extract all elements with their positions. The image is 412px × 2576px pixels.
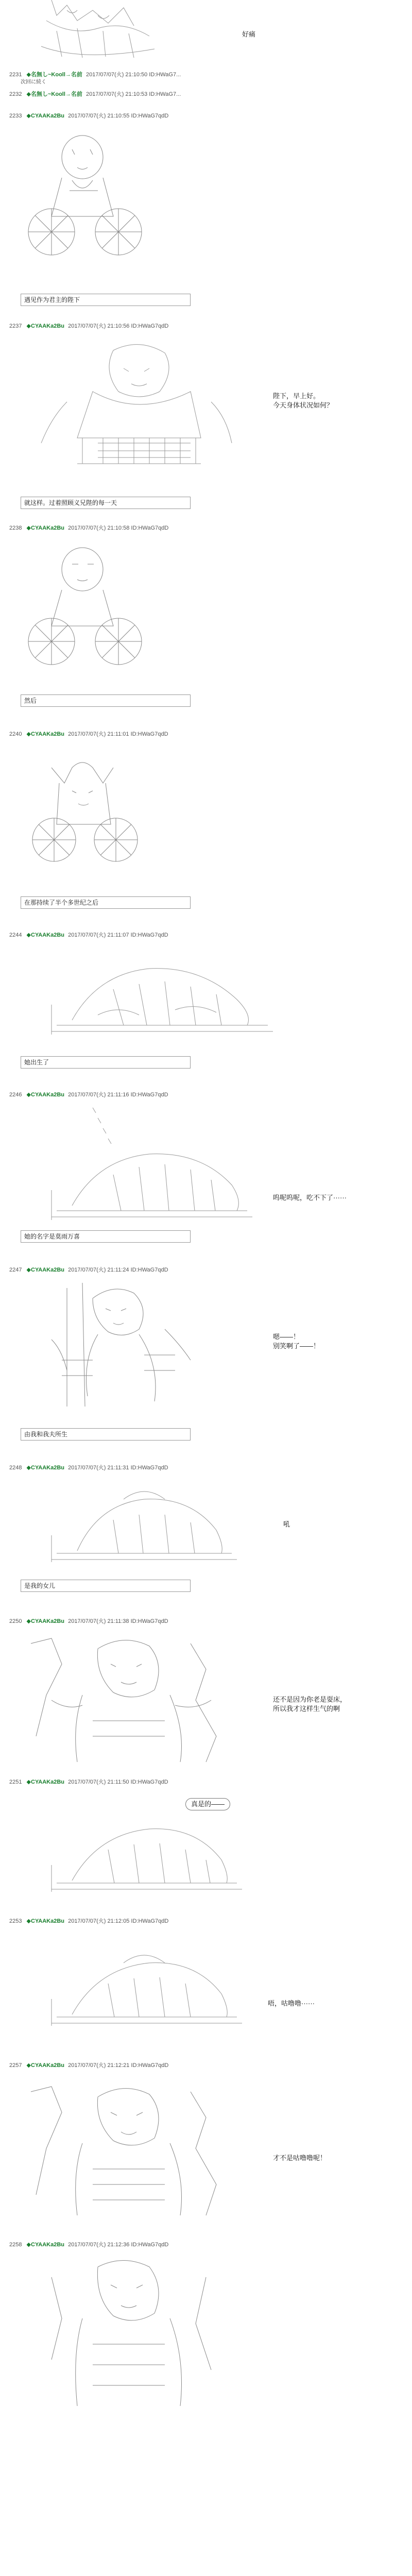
speech-bubble: 真是的—— (185, 1798, 230, 1810)
post-number[interactable]: 2240 (9, 731, 22, 737)
caption-box: 在那持续了半个多世纪之后 (21, 896, 191, 909)
post-header (9, 2241, 168, 2248)
post-number[interactable]: 2248 (9, 1465, 22, 1471)
post-meta: 2017/07/07(火) 21:10:56 ID:HWaG7qdD (68, 323, 169, 329)
post-number[interactable]: 2231 (9, 72, 22, 78)
post-author[interactable]: ◆CYAAKa2Bu (26, 2062, 65, 2069)
post-author[interactable]: ◆CYAAKa2Bu (26, 1918, 65, 1924)
ascii-art-panel (21, 2257, 247, 2411)
post-header (9, 1266, 168, 1274)
post-meta: 2017/07/07(火) 21:11:50 ID:HWaG7qdD (68, 1779, 168, 1785)
post-number[interactable]: 2247 (9, 1267, 22, 1273)
post-meta: 2017/07/07(火) 21:11:38 ID:HWaG7qdD (68, 1618, 168, 1624)
post-header (9, 931, 168, 939)
caption-box: 然后 (21, 694, 191, 707)
post-meta: 2017/07/07(火) 21:12:05 ID:HWaG7qdD (68, 1918, 169, 1924)
speech-text (273, 1695, 347, 1714)
post-header (9, 1464, 168, 1471)
speech-text (273, 392, 333, 410)
post-number[interactable]: 2246 (9, 1092, 22, 1098)
post-author[interactable]: ◆CYAAKa2Bu (26, 1465, 65, 1471)
ascii-art-panel (21, 1278, 237, 1417)
speech-text (283, 1520, 290, 1529)
post-author[interactable]: ◆CYAAKa2Bu (26, 525, 65, 531)
ascii-art-panel (21, 1932, 258, 2030)
post-meta: 2017/07/07(火) 21:11:24 ID:HWaG7qdD (68, 1267, 168, 1273)
caption-box: 她的名字是莫雨万喜 (21, 1230, 191, 1243)
post-meta: 2017/07/07(火) 21:11:01 ID:HWaG7qdD (68, 731, 168, 737)
post-header (9, 1618, 168, 1625)
post-meta: 2017/07/07(火) 21:10:50 ID:HWaG7... (86, 72, 181, 78)
post-number[interactable]: 2253 (9, 1918, 22, 1924)
post-number[interactable]: 2258 (9, 2242, 22, 2248)
caption-box: 由我和我夫所生 (21, 1428, 191, 1440)
ascii-art-panel (21, 2076, 247, 2221)
post-author[interactable]: ◆CYAAKa2Bu (26, 323, 65, 329)
post-meta: 2017/07/07(火) 21:12:21 ID:HWaG7qdD (68, 2062, 169, 2069)
post-meta: 2017/07/07(火) 21:11:31 ID:HWaG7qdD (68, 1465, 168, 1471)
post-author[interactable]: ◆CYAAKa2Bu (26, 1779, 65, 1785)
post-number[interactable]: 2251 (9, 1779, 22, 1785)
speech-text: 好痛 (242, 30, 256, 38)
ascii-art-panel (21, 129, 191, 263)
post-author[interactable]: ◆CYAAKa2Bu (26, 1618, 65, 1624)
speech-text (273, 2154, 327, 2163)
ascii-art-panel (21, 340, 242, 469)
post-header (9, 2062, 168, 2069)
ascii-art-panel (21, 541, 191, 670)
post-header (9, 1918, 168, 1925)
post-body: 次回に続く (21, 79, 46, 85)
post-number[interactable]: 2250 (9, 1618, 22, 1624)
post-header (9, 1778, 168, 1786)
ascii-art-panel (21, 1479, 247, 1566)
post-number[interactable]: 2238 (9, 525, 22, 531)
post-author[interactable]: ◆CYAAKa2Bu (26, 2242, 65, 2248)
post-author[interactable]: ◆CYAAKa2Bu (26, 1092, 65, 1098)
caption-box: 她出生了 (21, 1056, 191, 1069)
ascii-art-panel (21, 0, 175, 61)
post-meta: 2017/07/07(火) 21:11:07 ID:HWaG7qdD (68, 932, 168, 938)
post-meta: 2017/07/07(火) 21:10:53 ID:HWaG7... (86, 91, 181, 97)
post-number[interactable]: 2257 (9, 2062, 22, 2069)
speech-line: 呜呢呜呢，吃不下了······ (273, 1194, 347, 1201)
speech-line: 嗯——！ (273, 1333, 300, 1341)
ascii-art-panel (21, 1633, 247, 1767)
speech-text (268, 1999, 315, 2008)
ascii-art-panel (21, 943, 309, 1041)
speech-line: 别笑啊了——！ (273, 1342, 320, 1350)
post-author[interactable]: ◆名無し~Kooll→名前 (26, 72, 82, 78)
post-number[interactable]: 2232 (9, 91, 22, 97)
post-header (9, 71, 181, 78)
speech-line: 还不是因为你老是耍床， (273, 1696, 347, 1703)
speech-line: 今天身体状况如何？ (273, 401, 334, 409)
ascii-art-panel (21, 747, 191, 866)
caption-box: 是我的女儿 (21, 1580, 191, 1592)
post-header (9, 524, 168, 532)
post-author[interactable]: ◆CYAAKa2Bu (26, 113, 65, 119)
caption-box: 就这样。过着照顾义兄陛的每一天 (21, 497, 191, 509)
post-meta: 2017/07/07(火) 21:10:58 ID:HWaG7qdD (68, 525, 169, 531)
post-author[interactable]: ◆CYAAKa2Bu (26, 731, 65, 737)
post-number[interactable]: 2233 (9, 113, 22, 119)
post-author[interactable]: ◆CYAAKa2Bu (26, 932, 65, 938)
post-meta: 2017/07/07(火) 21:11:16 ID:HWaG7qdD (68, 1092, 168, 1098)
post-meta: 2017/07/07(火) 21:12:36 ID:HWaG7qdD (68, 2242, 169, 2248)
speech-line: 吼 (283, 1520, 290, 1528)
post-header (9, 1091, 168, 1098)
post-header (9, 731, 168, 738)
post-author[interactable]: ◆名無し~Kooll→名前 (26, 91, 82, 97)
speech-line: 陛下，早上好。 (273, 392, 320, 400)
speech-text (273, 1193, 347, 1202)
post-header (9, 323, 168, 330)
speech-line: 才不是咕噜噜呢！ (273, 2154, 327, 2162)
post-header (9, 91, 181, 98)
caption-box: 遇见作为君主的陛下 (21, 294, 191, 306)
ascii-art-panel (21, 1103, 268, 1226)
post-number[interactable]: 2237 (9, 323, 22, 329)
post-author[interactable]: ◆CYAAKa2Bu (26, 1267, 65, 1273)
speech-line: 所以我才这样生气的啊 (273, 1705, 340, 1713)
speech-line: 唔，咕噜噜······ (268, 1999, 315, 2007)
post-header (9, 112, 168, 120)
post-meta: 2017/07/07(火) 21:10:55 ID:HWaG7qdD (68, 113, 169, 119)
post-number[interactable]: 2244 (9, 932, 22, 938)
speech-text (273, 1332, 320, 1351)
ascii-art-panel (21, 1808, 258, 1896)
